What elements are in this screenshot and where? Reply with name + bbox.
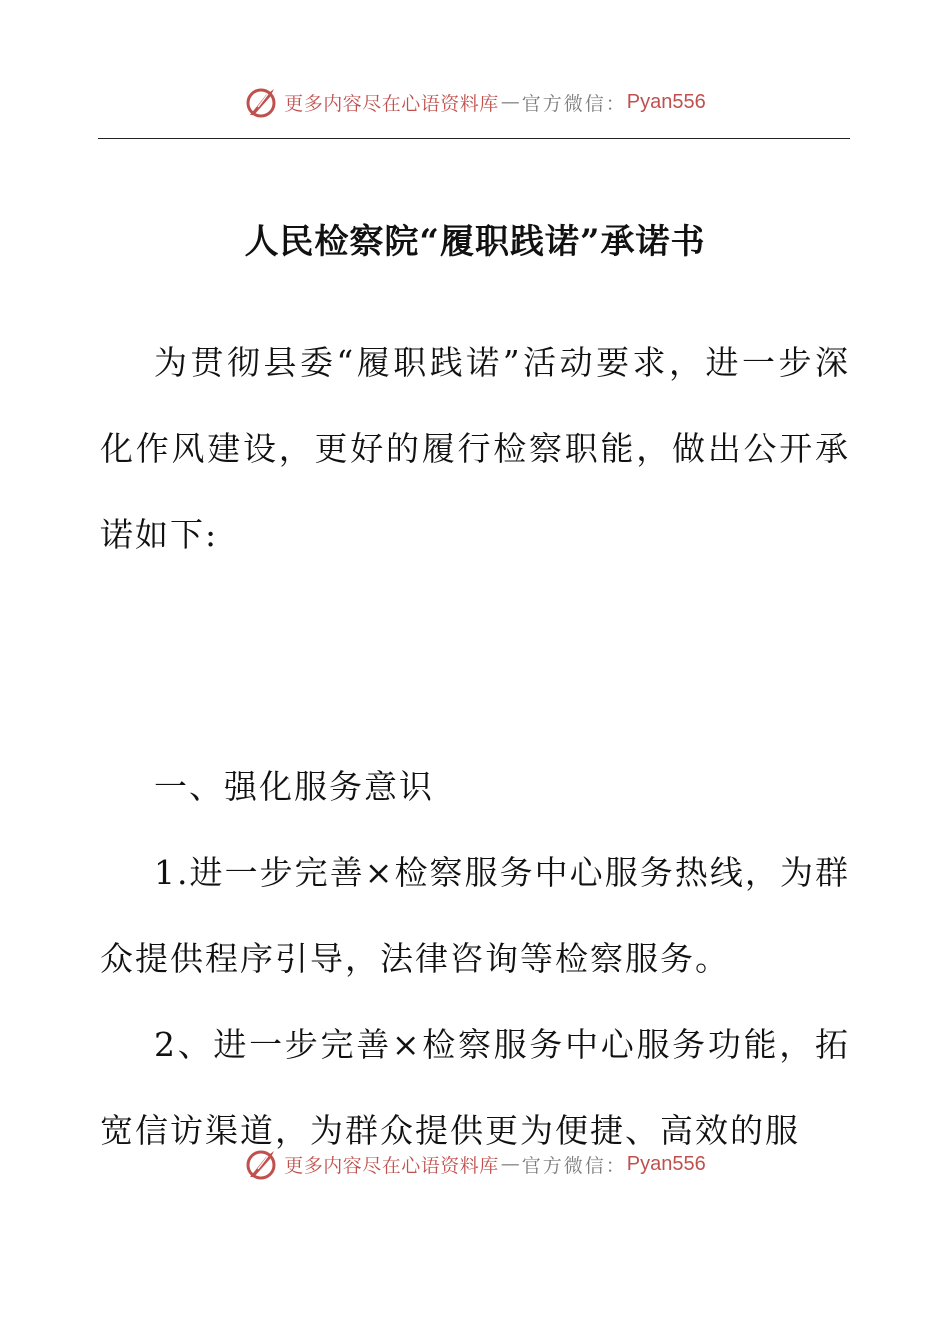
watermark-dash: —: [500, 1153, 520, 1175]
section-heading: 一、强化服务意识: [154, 767, 434, 806]
page-footer-watermark: [0, 1144, 950, 1184]
document-title: 人民检察院“履职践诺”承诺书: [244, 222, 706, 262]
brand-watermark: [244, 1147, 706, 1181]
blank-space: [100, 578, 850, 744]
watermark-wechat-id: Pyan556: [626, 1152, 706, 1175]
quill-logo-icon: [244, 1147, 278, 1181]
list-item: 2、进一步完善×检察服务中心服务功能，拓宽信访渠道，为群众提供更为便捷、高效的服: [100, 1025, 850, 1150]
watermark-wechat-id: Pyan556: [626, 90, 706, 113]
page-header-watermark: [0, 82, 950, 122]
brand-watermark: [244, 85, 706, 119]
quill-logo-icon: [244, 85, 278, 119]
watermark-label: 官方微信：: [521, 1154, 627, 1177]
watermark-text: 更多内容尽在心语资料库: [284, 92, 499, 115]
intro-paragraph: 为贯彻县委“履职践诺”活动要求，进一步深化作风建设，更好的履行检察职能，做出公开承诺如下:: [100, 343, 850, 554]
header-rule: [98, 138, 850, 139]
document-body: [100, 320, 850, 1174]
watermark-dash: —: [500, 91, 520, 113]
watermark-text: 更多内容尽在心语资料库: [284, 1154, 499, 1177]
watermark-label: 官方微信：: [521, 92, 627, 115]
list-item: 1.进一步完善×检察服务中心服务热线，为群众提供程序引导，法律咨询等检察服务。: [100, 853, 850, 978]
